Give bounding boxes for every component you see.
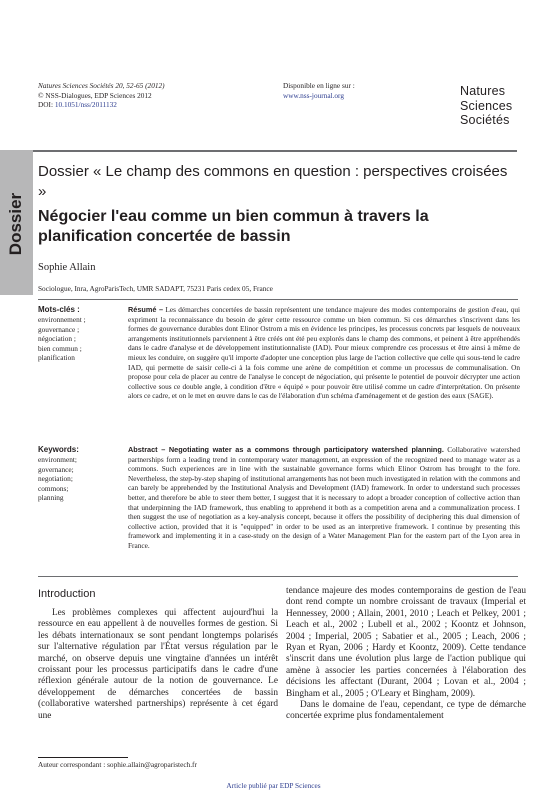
mots-cles-heading: Mots-clés :	[38, 305, 80, 314]
keywords-heading: Keywords:	[38, 445, 79, 454]
publisher-note[interactable]: Article publié par EDP Sciences	[226, 781, 321, 790]
dossier-heading: Dossier « Le champ des commons en question : perspectives croisées »	[38, 163, 508, 200]
keyword-item: negotiation;	[38, 474, 73, 484]
resume-block	[128, 305, 520, 401]
intro-left-column	[38, 608, 278, 722]
mots-cle-item: planification	[38, 353, 75, 363]
resume-lead: Résumé –	[128, 305, 164, 314]
introduction-heading: Introduction	[38, 588, 96, 600]
intro-paragraph: tendance majeure des modes contemporains de gestion de l'eau dont rend compte un nombre croissant de travaux (Imperial et Hennessey, 2000 ; Allain, 2001, 2010 ; Leach et Pelkey, 2001 ; Leach et al., 2002 ; Lubell et al., 2002 ; Koontz et Johnson, 2004 ; Imperial, 2005 ; Sabatier et al., 2005 ; Leach, 2006 ; Ryan et Ryan, 2006 ; Hardy et Koontz, 2009). Cette tendance s'inscrit dans une évolution plus large de l'action publique qui amène à associer les parties concernées à l'élaboration des décisions les affectant (Durant, 2004 ; Lovan et al., 2004 ; Bingham et al., 2005 ; O'Leary et Bingham, 2009).	[286, 586, 526, 699]
journal-line: Natures Sciences Sociétés 20, 52-65 (2012)	[38, 81, 165, 90]
doi-link[interactable]: 10.1051/nss/2011132	[54, 100, 117, 110]
journal-logo	[460, 84, 512, 128]
corresponding-author-note: Auteur correspondant : sophie.allain@agroparistech.fr	[38, 760, 197, 769]
abstract-text: Collaborative watershed partnerships form a leading trend in contemporary water management, an expression of the recognized need to manage water as a commons. Such experiences are in line with the sustainable governance forms which Elinor Ostrom has brought to the fore. Nevertheless, the step-by-step shaping of institutional arrangements has not been much investigated in relation with the commons and can barely be apprehended by the Institutional Analysis and Development (IAD) framework. In order to understand such processes better, and therefore be able to steer them better, I suggest that it is necessary to adopt a broader conception of collective action than that underpinning the IAD framework, thus enabling to apprehend it both as a competition arena and a communalization process. I then suggest the use of negotiation as a key-analysis concept, because it offers the possibility of deciphering this dual dimension of collective action, provided that it is "equipped" in order to be used as an interpretive framework. I continue by presenting this framework and implementing it in a case-study on the design of a Water Management Plan for the eastern part of the Lyon area in France.	[128, 445, 520, 550]
author-name: Sophie Allain	[38, 262, 96, 273]
article-title: Négocier l'eau comme un bien commun à travers la planification concertée de bassin	[38, 208, 429, 245]
doi-label: DOI:	[38, 100, 55, 110]
footnote-rule	[38, 757, 128, 758]
keywords-block	[38, 445, 123, 503]
resume-text: Les démarches concertées de bassin représentent une tendance majeure des modes contemporains de gestion d'eau, qui expriment la reconnaissance du besoin de gérer cette ressource comme un bien commun. Si ces démarches s'inscrivent dans les formes de gouvernance durables dont Elinor Ostrom a mis en évidence les principes, les processus concrets par lesquels de nouveaux arrangements institutionnels parviennent à être créés ont été peu explorés dans le champ des commons, et peinent à être appréhendés dans le cadre d'analyse et de développement institutionnaliste (IAD). Pour mieux comprendre ces processus et être ainsi à même de mieux les conduire, on suggère qu'il importe d'adopter une conception plus large de l'action collective que celle qui sous-tend le cadre IAD, qui permette de saisir celle-ci à la fois comme une arène de compétition et comme un processus de communalisation. On propose pour cela de placer au centre de l'analyse le concept de négociation, qui présente le potentiel de pouvoir décrypter une action collective sous ce double angle, à condition d'être « équipé » pour pouvoir être utilisé comme un cadre d'interprétation. On présente alors ce cadre, et on le met en œuvre dans le cas de l'élaboration d'un schéma d'aménagement et de gestion des eaux (SAGE).	[128, 305, 520, 401]
logo-line-societes: Sociétés	[460, 113, 510, 127]
online-label: Disponible en ligne sur :	[283, 81, 355, 90]
author-affiliation: Sociologue, Inra, AgroParisTech, UMR SADAPT, 75231 Paris cedex 05, France	[38, 284, 273, 293]
keyword-item: commons;	[38, 483, 69, 493]
journal-url-link[interactable]: www.nss-journal.org	[283, 90, 345, 100]
keyword-item: environment;	[38, 455, 77, 464]
abstract-block	[128, 445, 520, 551]
mots-cle-item: environnement ;	[38, 315, 86, 324]
keyword-item: planning	[38, 493, 64, 503]
mots-cle-item: gouvernance ;	[38, 324, 80, 334]
intro-paragraph: Les problèmes complexes qui affectent aujourd'hui la ressource en eau appellent à de nouvelles formes de gestion. Si les débats internationaux se sont pendant longtemps polarisés sur l'alternative régulation par l'État versus régulation par le marché, on observe depuis une vingtaine d'années un intérêt croissant pour les processus participatifs dans le cadre d'une réflexion générale autour de la notion de gouvernance. Le développement de démarches concertées de bassin (collaborative watershed partnerships) représente à cet égard une	[38, 608, 278, 721]
doi-line	[38, 100, 165, 110]
header-rule	[33, 150, 517, 152]
copyright-line: © NSS-Dialogues, EDP Sciences 2012	[38, 90, 152, 100]
mots-cle-item: négociation ;	[38, 334, 76, 344]
logo-line-sciences: Sciences	[460, 98, 513, 113]
keyword-item: governance;	[38, 464, 74, 474]
intro-right-column	[286, 586, 526, 723]
logo-line-natures: Natures	[460, 84, 506, 98]
journal-citation	[38, 81, 165, 110]
divider	[38, 299, 518, 300]
mots-cles-block	[38, 305, 123, 363]
side-tab-label: Dossier	[6, 192, 25, 256]
intro-paragraph: Dans le domaine de l'eau, cependant, ce type de démarche concertée exprime plus fondamentalement	[286, 700, 526, 722]
mots-cle-item: bien commun ;	[38, 343, 82, 353]
section-side-tab	[0, 150, 33, 295]
online-availability	[283, 81, 355, 100]
abstract-lead: Abstract – Negotiating water as a commons through participatory watershed planning.	[128, 445, 444, 454]
divider	[38, 576, 518, 577]
